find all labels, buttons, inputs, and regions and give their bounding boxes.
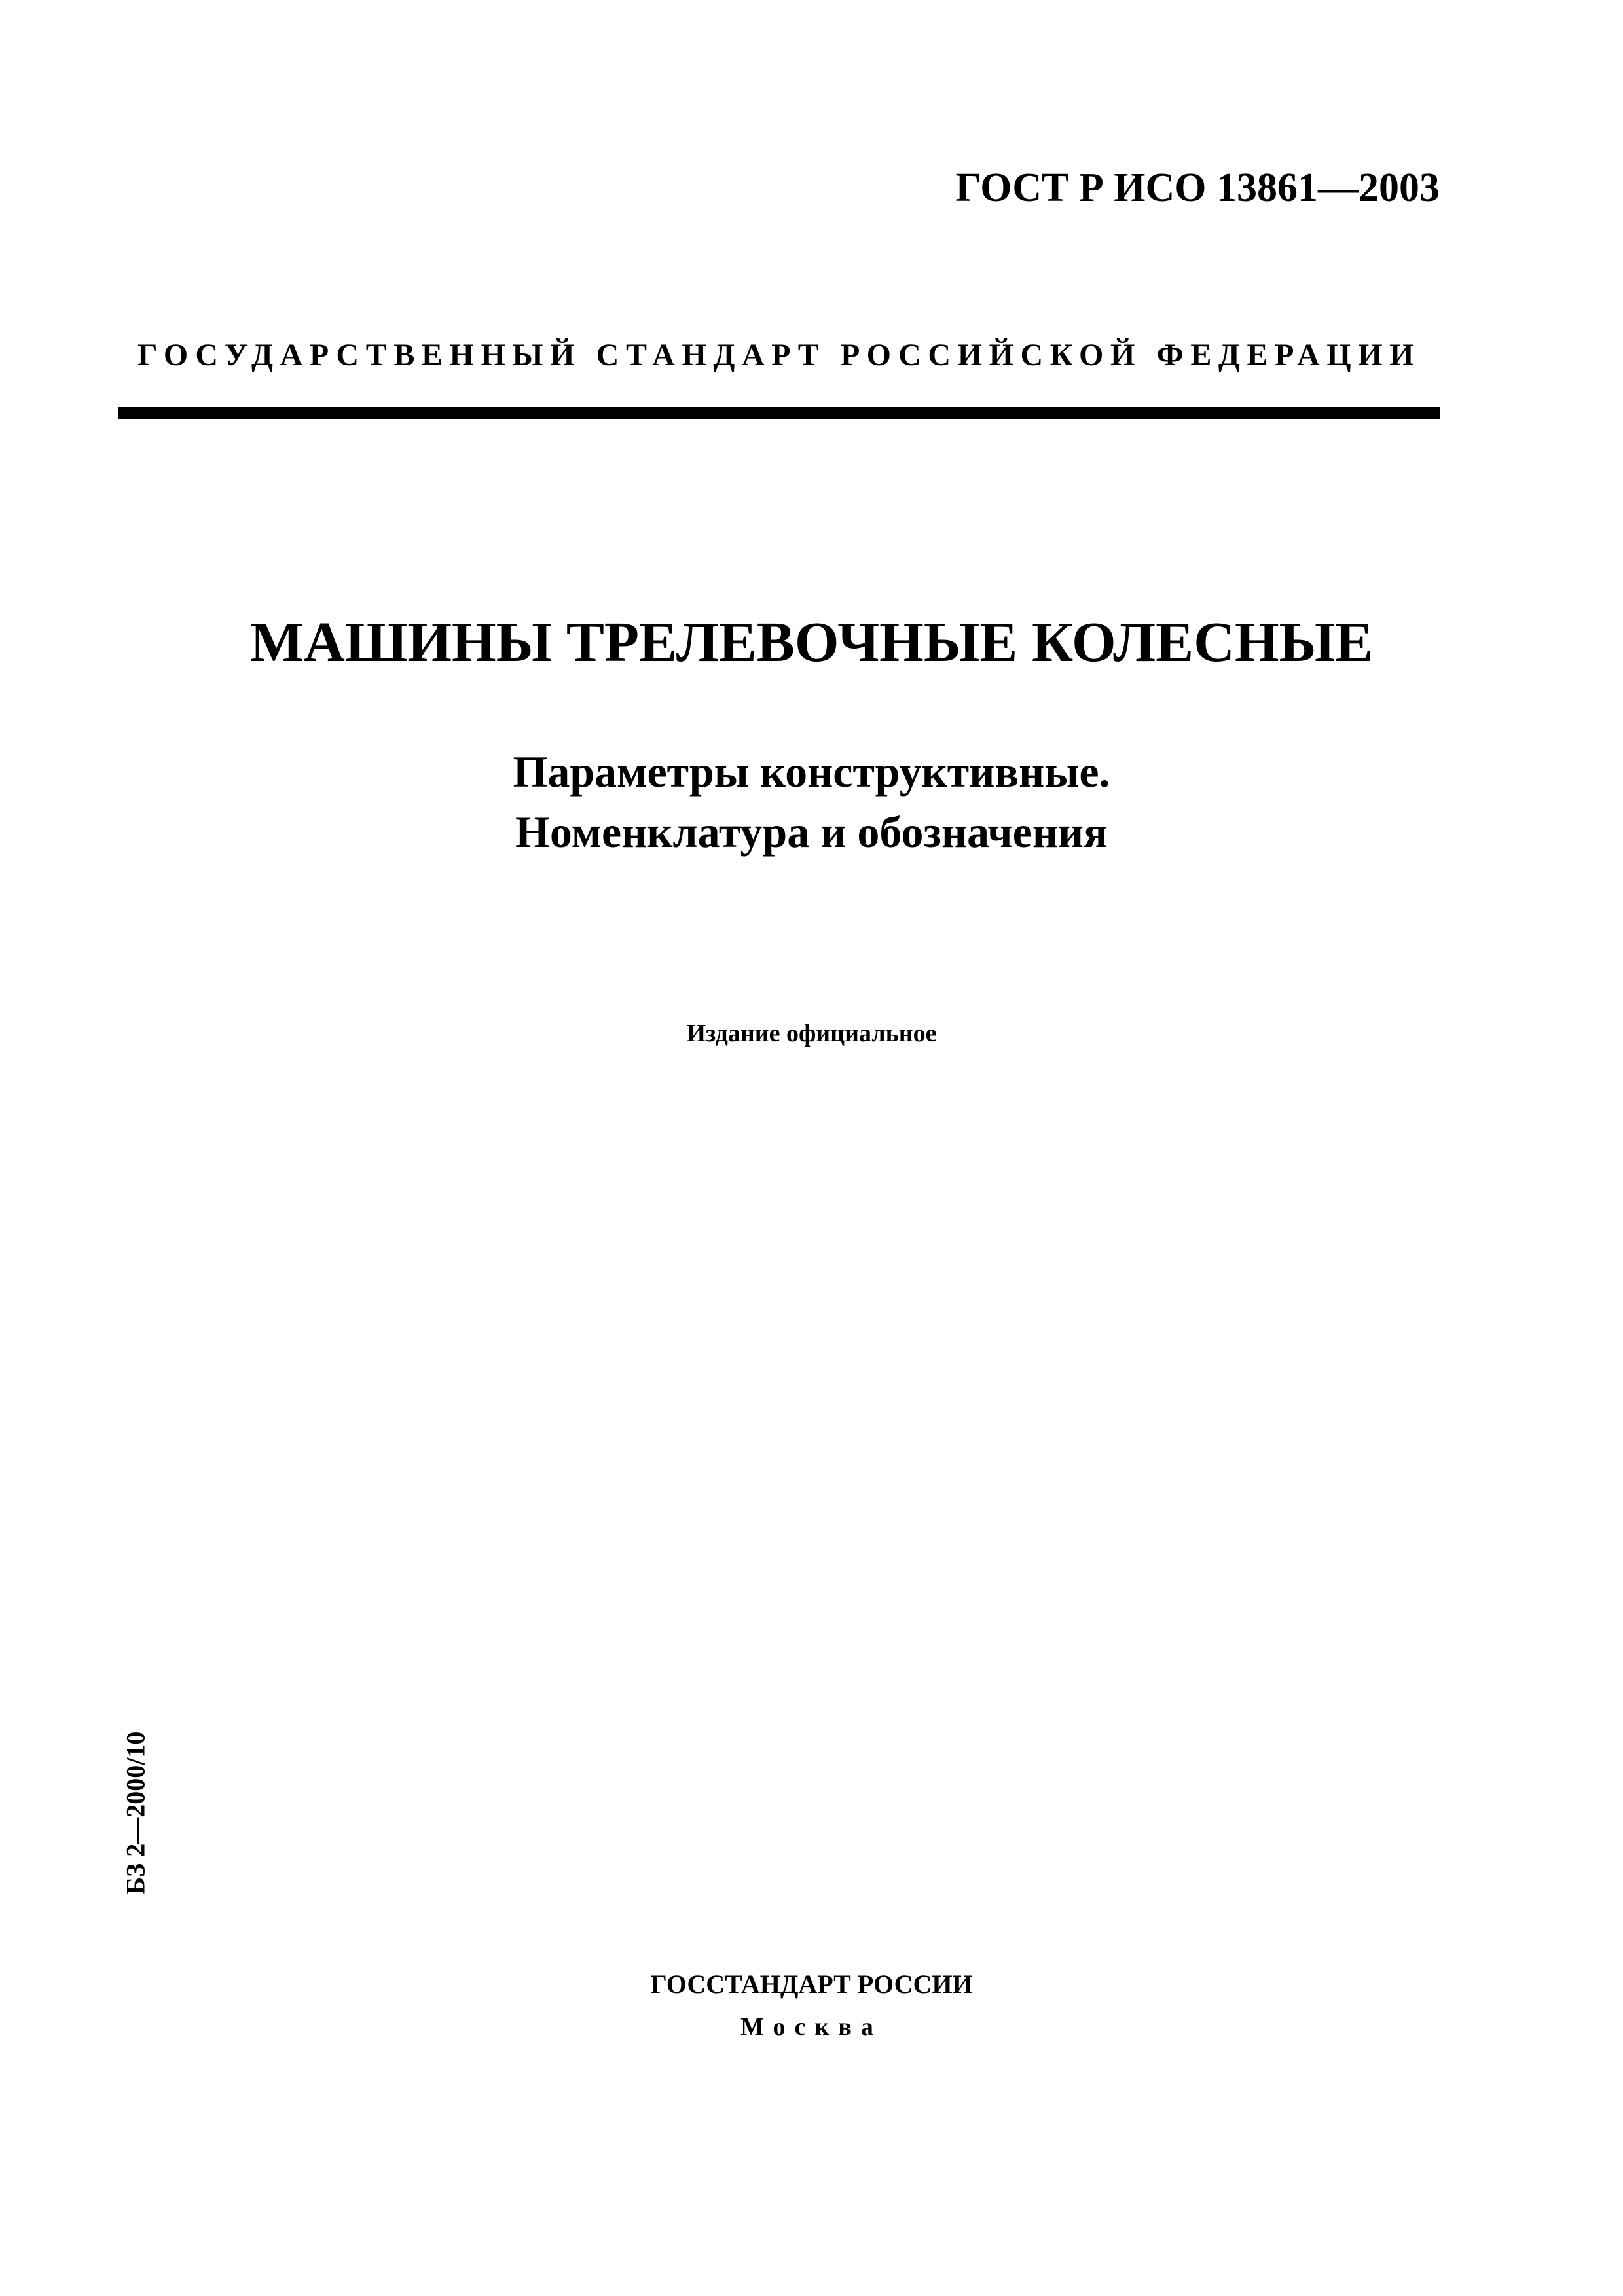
edition-label: Издание официальное — [686, 1020, 937, 1047]
publisher-name: ГОССТАНДАРТ РОССИИ — [650, 1969, 973, 1999]
document-title: МАШИНЫ ТРЕЛЕВОЧНЫЕ КОЛЕСНЫЕ — [249, 610, 1374, 673]
side-registration-code: БЗ 2—2000/10 — [120, 1731, 151, 1895]
subtitle-line-1: Параметры конструктивные. — [513, 747, 1110, 797]
publisher-city: Москва — [740, 2013, 883, 2041]
state-standard-heading: ГОСУДАРСТВЕННЫЙ СТАНДАРТ РОССИЙСКОЙ ФЕДЕРАЦИИ — [137, 338, 1421, 372]
header-divider — [118, 407, 1440, 419]
document-number: ГОСТ Р ИСО 13861—2003 — [955, 166, 1440, 210]
subtitle-line-2: Номенклатура и обозначения — [515, 807, 1108, 857]
document-subtitle — [0, 742, 1623, 862]
